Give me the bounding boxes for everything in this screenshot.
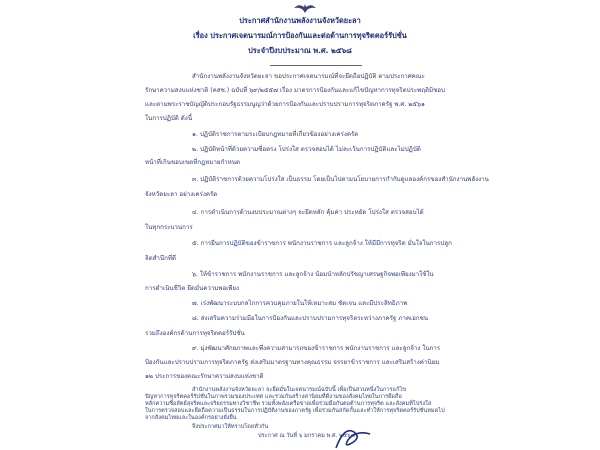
list-item: ๓. ปฏิบัติราชการด้วยความโปร่งใส เป็นธรรม โดยเป็นไปตามนโยบายการกำกับดูแลองค์กรของสำนักงานพลังงาน: [192, 176, 489, 183]
list-item: จิตสำนึกที่ดี: [145, 255, 176, 262]
list-item: ๗. เร่งพัฒนาระบบกลไกการควบคุมภายในให้เหมาะสม ชัดเจน และมีประสิทธิภาพ: [192, 300, 408, 307]
intro-line: รักษาความสงบแห่งชาติ (คสช.) ฉบับที่ ๖๙/๒๕๕๗ เรื่อง มาตรการป้องกันและแก้ไขปัญหาการทุจริตประพฤติมิชอบ: [145, 87, 445, 94]
intro-line: ในการปฏิบัติ ดังนี้: [145, 115, 193, 122]
closing-line: หลักความซื่อสัตย์สุจริตและจริยธรรมทางวิชาชีพ รวมทั้งพลังเครือข่ายเพื่อร่วมมือกันต่อต้านการทุจริต และสังคมที่โปร่งใส: [145, 401, 432, 407]
list-item: ในทุกกระบวนการ: [145, 224, 193, 231]
list-item: ๑. ปฏิบัติราชการตามระเบียบกฎหมายที่เกี่ยวข้องอย่างเคร่งครัด: [192, 131, 359, 138]
list-item: ๒. ปฏิบัติหน้าที่ด้วยความซื่อตรง โปร่งใส ตรวจสอบได้ ไม่ละเว้นการปฏิบัติและไม่ปฏิบัติ: [192, 146, 421, 153]
list-item: ๕. การยืนการปฏิบัติของข้าราชการ พนักงานราชการ และลูกจ้าง ให้มีมีการทุจริต มั่นใจในการปลูก: [192, 240, 452, 247]
list-item: รวมถึงองค์กรด้านการทุจริตคอร์รัปชั่น: [145, 330, 245, 337]
list-item: ๙. มุ่งพัฒนาศักยภาพและพึ่งความสามารถของข้าราชการ พนักงานราชการ และลูกจ้าง ในการ: [192, 345, 441, 352]
list-item: จังหวัดยะลา อย่างเคร่งครัด: [145, 191, 218, 198]
list-item: ๔. การดำเนินการด้านงบประมาณต่างๆ จะยึดหลัก คุ้มค่า ประหยัด โปร่งใส ตรวจสอบได้: [192, 209, 424, 216]
garuda-emblem-icon: [292, 2, 318, 14]
header-agency: ประกาศสำนักงานพลังงานจังหวัดยะลา: [239, 16, 361, 25]
list-item: ป้องกันและปราบปรามการทุจริตภาครัฐ ส่งเสริมมาตรฐานทางคุณธรรม จรรยาข้าราชการ และเสริมสร้างค่านิยม: [145, 359, 440, 366]
list-item: หน้าที่เกินขอบเขตที่กฎหมายกำหนด: [145, 159, 240, 166]
intro-line: และตามพระราชบัญญัติประกอบรัฐธรรมนูญว่าด้วยการป้องกันและปราบปรามการทุจริตภาครัฐ พ.ศ. ๒๕๖๑: [145, 101, 425, 108]
header-divider: [270, 65, 362, 66]
date-line: ประกาศ ณ วันที่ ๖ มกราคม พ.ศ. ๒๕๖๘: [258, 433, 355, 439]
list-item: ๖. ให้ข้าราชการ พนักงานราชการ และลูกจ้าง น้อมนำหลักปรัชญาเศรษฐกิจพอเพียงมาใช้ใน: [192, 271, 434, 278]
closing-line: ในการตรวจสอบและยึดถือความเป็นธรรมในการปฏิบัติงานของภาครัฐ เพื่อร่วมกันสกัดกั้นและทำให้การทุจริตคอร์รัปชั่นหมดไป: [145, 408, 445, 414]
intro-line: สำนักงานพลังงานจังหวัดยะลา ขอประกาศเจตนารมณ์ที่จะยึดถือปฏิบัติ ตามประกาศคณะ: [192, 73, 425, 80]
closing-line: ปัญหาการทุจริตคอร์รัปชั่นในภาพรวมของประเทศ และร่วมกันสร้างค่านิยมที่ดีงามของสังคมไทยในการยึดถือ: [145, 394, 402, 400]
header-fiscal-year: ประจำปีงบประมาณ พ.ศ. ๒๕๖๘: [248, 46, 352, 55]
list-item: การดำเนินชีวิต ยึดมั่นความพอเพียง: [145, 285, 240, 292]
closing-line: สำนักงานพลังงานจังหวัดยะลา จะยึดมั่นในเจตนารมณ์ฉบับนี้ เพื่อเป็นส่วนหนึ่งในการแก้ไข: [192, 387, 407, 393]
header-subject: เรื่อง ประกาศเจตนารมณ์การป้องกันและต่อต้านการทุจริตคอร์รัปชั่น: [193, 31, 407, 40]
announce-line: จึงประกาศมาให้ทราบโดยทั่วกัน: [192, 424, 269, 430]
closing-line: จากสังคมไทยและในองค์กรอย่างยั่งยืน: [145, 415, 237, 421]
list-item: ๘. ส่งเสริมความร่วมมือในการป้องกันและปราบปรามการทุจริตระหว่างภาครัฐ ภาคเอกชน: [192, 315, 429, 322]
list-item: ๑๒ ประการของคณะรักษาความสงบแห่งชาติ: [145, 373, 264, 380]
handwritten-signature-icon: [330, 424, 380, 450]
